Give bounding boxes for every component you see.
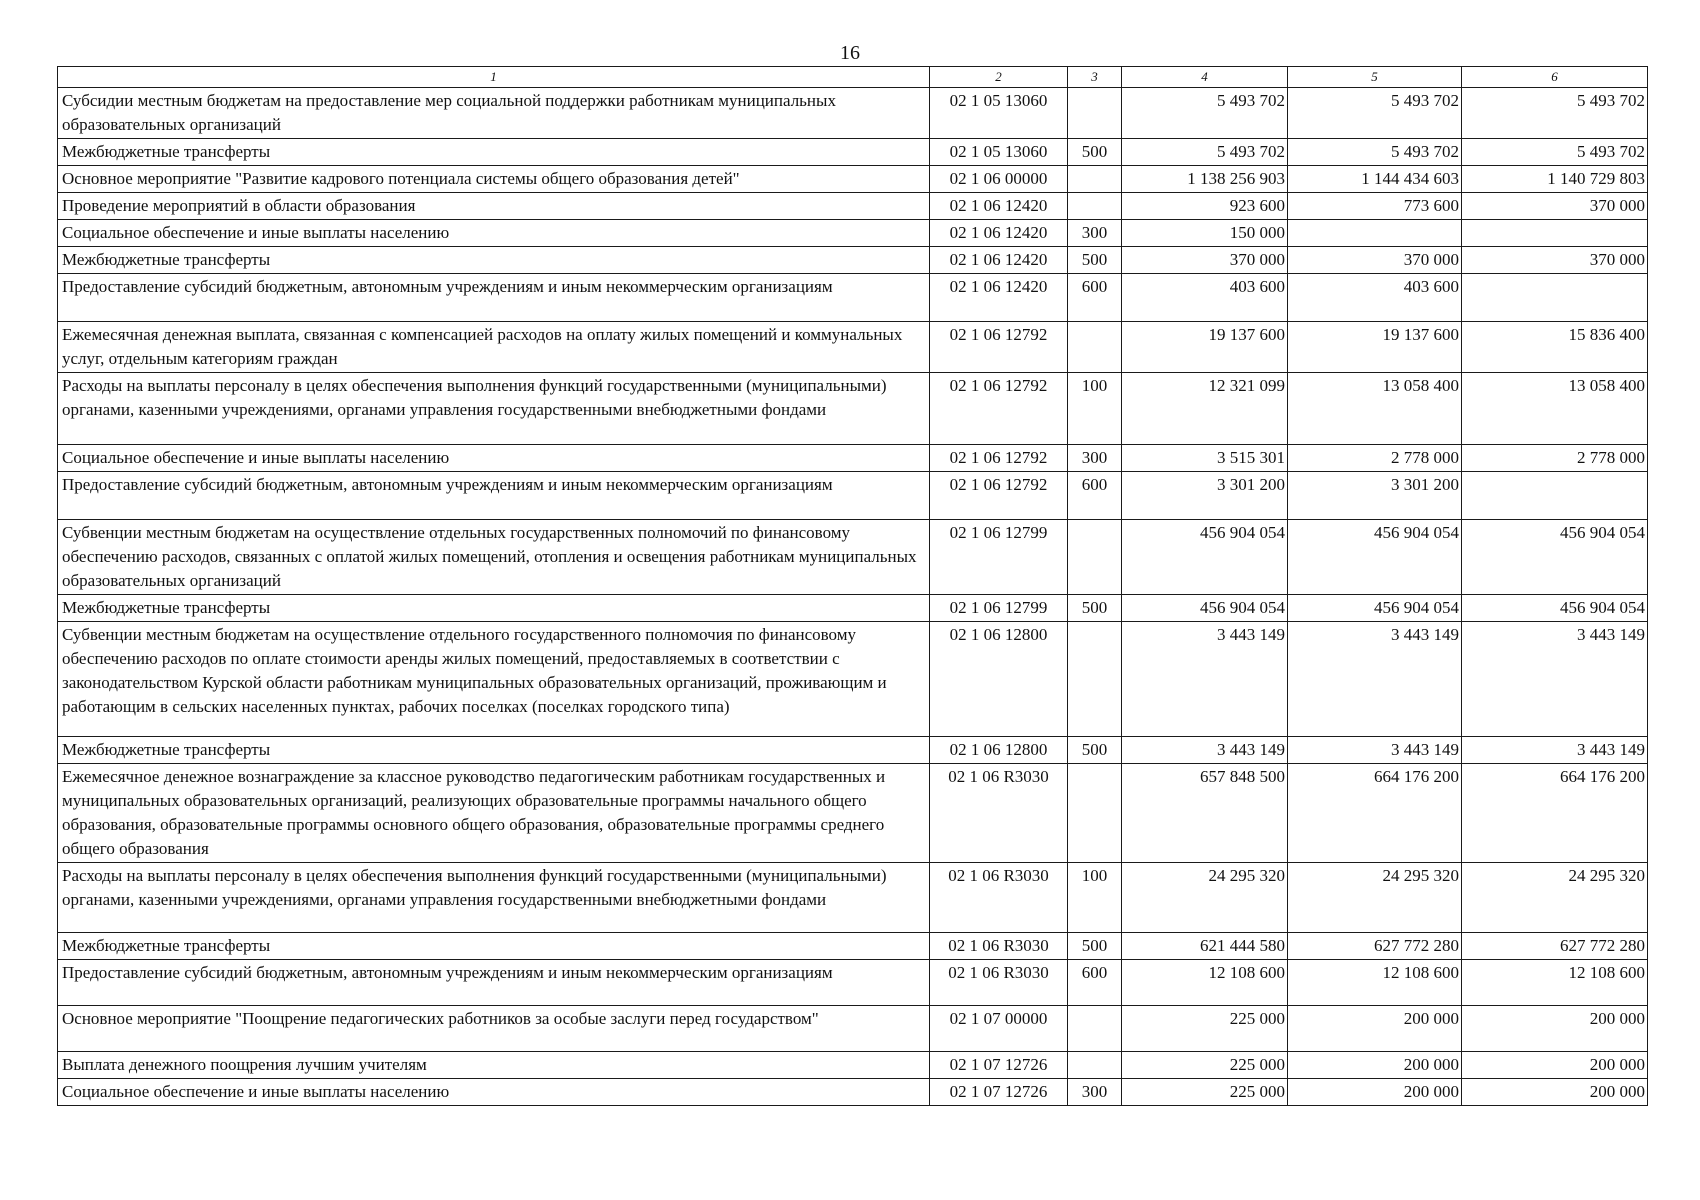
- row-value-col5-cell: 370 000: [1288, 247, 1462, 274]
- table-row: [58, 193, 1648, 220]
- row-expense-type-cell: 600: [1068, 960, 1122, 1006]
- row-expense-type-cell: [1068, 322, 1122, 373]
- row-code-cell: 02 1 06 12792: [930, 373, 1068, 445]
- column-header-4: 4: [1122, 67, 1288, 88]
- row-name-cell: Предоставление субсидий бюджетным, автономным учреждениям и иным некоммерческим организациям: [58, 960, 930, 1006]
- row-code-cell: 02 1 06 12420: [930, 220, 1068, 247]
- row-name-cell: Социальное обеспечение и иные выплаты населению: [58, 445, 930, 472]
- row-value-col5-cell: 13 058 400: [1288, 373, 1462, 445]
- row-value-col6-cell: 5 493 702: [1462, 88, 1648, 139]
- row-value-col4-cell: 19 137 600: [1122, 322, 1288, 373]
- row-value-col4-cell: 3 443 149: [1122, 737, 1288, 764]
- row-code-cell: 02 1 07 12726: [930, 1052, 1068, 1079]
- row-value-col6-cell: 200 000: [1462, 1006, 1648, 1052]
- row-name-cell: Расходы на выплаты персоналу в целях обеспечения выполнения функций государственными (муниципальными) органами, казенными учреждениями, органами управления государственными внебюджетными фондами: [58, 373, 930, 445]
- row-name-cell: Субвенции местным бюджетам на осуществление отдельного государственного полномочия по финансовому обеспечению расходов по оплате стоимости аренды жилых помещений, предоставляемых в соответствии с законодательством Курской области работникам муниципальных образовательных организаций, проживающим и работающим в сельских населенных пунктах, рабочих поселках (поселках городского типа): [58, 622, 930, 737]
- budget-table: [57, 66, 1648, 1106]
- row-code-cell: 02 1 05 13060: [930, 139, 1068, 166]
- row-value-col5-cell: 3 443 149: [1288, 737, 1462, 764]
- row-expense-type-cell: 100: [1068, 863, 1122, 933]
- row-code-cell: 02 1 06 12800: [930, 622, 1068, 737]
- row-value-col4-cell: 12 321 099: [1122, 373, 1288, 445]
- column-header-3: 3: [1068, 67, 1122, 88]
- row-value-col6-cell: 3 443 149: [1462, 622, 1648, 737]
- table-row: [58, 520, 1648, 595]
- row-value-col4-cell: 5 493 702: [1122, 139, 1288, 166]
- row-name-cell: Межбюджетные трансферты: [58, 595, 930, 622]
- row-value-col5-cell: 24 295 320: [1288, 863, 1462, 933]
- row-value-col4-cell: 403 600: [1122, 274, 1288, 322]
- row-name-cell: Предоставление субсидий бюджетным, автономным учреждениям и иным некоммерческим организациям: [58, 472, 930, 520]
- row-value-col4-cell: 12 108 600: [1122, 960, 1288, 1006]
- row-expense-type-cell: [1068, 88, 1122, 139]
- table-row: [58, 322, 1648, 373]
- table-row: [58, 1052, 1648, 1079]
- table-row: [58, 247, 1648, 274]
- row-code-cell: 02 1 06 12792: [930, 445, 1068, 472]
- row-value-col5-cell: [1288, 220, 1462, 247]
- table-row: [58, 1006, 1648, 1052]
- table-row: [58, 166, 1648, 193]
- row-value-col5-cell: 3 443 149: [1288, 622, 1462, 737]
- row-expense-type-cell: [1068, 1052, 1122, 1079]
- row-expense-type-cell: 500: [1068, 595, 1122, 622]
- table-row: [58, 373, 1648, 445]
- table-row: [58, 472, 1648, 520]
- row-name-cell: Основное мероприятие "Поощрение педагогических работников за особые заслуги перед государством": [58, 1006, 930, 1052]
- row-value-col5-cell: 1 144 434 603: [1288, 166, 1462, 193]
- row-name-cell: Проведение мероприятий в области образования: [58, 193, 930, 220]
- row-name-cell: Межбюджетные трансферты: [58, 737, 930, 764]
- row-value-col5-cell: 627 772 280: [1288, 933, 1462, 960]
- row-expense-type-cell: 500: [1068, 139, 1122, 166]
- table-row: [58, 445, 1648, 472]
- row-name-cell: Социальное обеспечение и иные выплаты населению: [58, 220, 930, 247]
- row-code-cell: 02 1 06 12799: [930, 520, 1068, 595]
- row-value-col4-cell: 923 600: [1122, 193, 1288, 220]
- row-value-col6-cell: 3 443 149: [1462, 737, 1648, 764]
- row-name-cell: Предоставление субсидий бюджетным, автономным учреждениям и иным некоммерческим организациям: [58, 274, 930, 322]
- row-expense-type-cell: 500: [1068, 247, 1122, 274]
- row-value-col6-cell: 12 108 600: [1462, 960, 1648, 1006]
- row-value-col4-cell: 657 848 500: [1122, 764, 1288, 863]
- row-value-col6-cell: 456 904 054: [1462, 595, 1648, 622]
- row-value-col6-cell: 370 000: [1462, 247, 1648, 274]
- row-value-col6-cell: 627 772 280: [1462, 933, 1648, 960]
- row-code-cell: 02 1 07 00000: [930, 1006, 1068, 1052]
- row-value-col5-cell: 19 137 600: [1288, 322, 1462, 373]
- row-name-cell: Расходы на выплаты персоналу в целях обеспечения выполнения функций государственными (муниципальными) органами, казенными учреждениями, органами управления государственными внебюджетными фондами: [58, 863, 930, 933]
- row-expense-type-cell: [1068, 764, 1122, 863]
- row-value-col4-cell: 24 295 320: [1122, 863, 1288, 933]
- row-code-cell: 02 1 06 00000: [930, 166, 1068, 193]
- row-value-col6-cell: 13 058 400: [1462, 373, 1648, 445]
- row-name-cell: Межбюджетные трансферты: [58, 933, 930, 960]
- table-body: [58, 88, 1648, 1106]
- row-value-col4-cell: 225 000: [1122, 1079, 1288, 1106]
- row-value-col4-cell: 456 904 054: [1122, 595, 1288, 622]
- row-expense-type-cell: [1068, 622, 1122, 737]
- column-header-6: 6: [1462, 67, 1648, 88]
- table-row: [58, 863, 1648, 933]
- row-name-cell: Основное мероприятие "Развитие кадрового потенциала системы общего образования детей": [58, 166, 930, 193]
- row-value-col5-cell: 200 000: [1288, 1006, 1462, 1052]
- row-code-cell: 02 1 06 R3030: [930, 863, 1068, 933]
- row-name-cell: Субсидии местным бюджетам на предоставление мер социальной поддержки работникам муниципальных образовательных организаций: [58, 88, 930, 139]
- row-name-cell: Социальное обеспечение и иные выплаты населению: [58, 1079, 930, 1106]
- row-expense-type-cell: 600: [1068, 472, 1122, 520]
- row-value-col4-cell: 1 138 256 903: [1122, 166, 1288, 193]
- table-row: [58, 622, 1648, 737]
- row-expense-type-cell: 300: [1068, 1079, 1122, 1106]
- table-row: [58, 139, 1648, 166]
- row-value-col6-cell: 200 000: [1462, 1052, 1648, 1079]
- row-value-col5-cell: 2 778 000: [1288, 445, 1462, 472]
- row-code-cell: 02 1 06 R3030: [930, 960, 1068, 1006]
- row-value-col6-cell: 664 176 200: [1462, 764, 1648, 863]
- row-code-cell: 02 1 06 R3030: [930, 933, 1068, 960]
- row-name-cell: Выплата денежного поощрения лучшим учителям: [58, 1052, 930, 1079]
- budget-table-container: [57, 66, 1647, 1106]
- row-value-col5-cell: 12 108 600: [1288, 960, 1462, 1006]
- table-row: [58, 88, 1648, 139]
- row-value-col4-cell: 621 444 580: [1122, 933, 1288, 960]
- row-name-cell: Ежемесячная денежная выплата, связанная с компенсацией расходов на оплату жилых помещений и коммунальных услуг, отдельным категориям граждан: [58, 322, 930, 373]
- row-value-col6-cell: 456 904 054: [1462, 520, 1648, 595]
- row-value-col6-cell: [1462, 472, 1648, 520]
- row-expense-type-cell: [1068, 193, 1122, 220]
- table-row: [58, 960, 1648, 1006]
- table-row: [58, 595, 1648, 622]
- row-code-cell: 02 1 06 12800: [930, 737, 1068, 764]
- row-expense-type-cell: 100: [1068, 373, 1122, 445]
- row-value-col5-cell: 200 000: [1288, 1052, 1462, 1079]
- row-expense-type-cell: 500: [1068, 933, 1122, 960]
- table-row: [58, 933, 1648, 960]
- row-value-col5-cell: 456 904 054: [1288, 520, 1462, 595]
- column-header-2: 2: [930, 67, 1068, 88]
- row-expense-type-cell: [1068, 1006, 1122, 1052]
- row-value-col4-cell: 3 443 149: [1122, 622, 1288, 737]
- row-code-cell: 02 1 05 13060: [930, 88, 1068, 139]
- row-value-col6-cell: 15 836 400: [1462, 322, 1648, 373]
- row-value-col6-cell: 24 295 320: [1462, 863, 1648, 933]
- row-value-col4-cell: 150 000: [1122, 220, 1288, 247]
- row-code-cell: 02 1 07 12726: [930, 1079, 1068, 1106]
- row-value-col5-cell: 773 600: [1288, 193, 1462, 220]
- row-value-col5-cell: 5 493 702: [1288, 139, 1462, 166]
- row-name-cell: Субвенции местным бюджетам на осуществление отдельных государственных полномочий по финансовому обеспечению расходов, связанных с оплатой жилых помещений, отопления и освещения работникам муниципальных образовательных организаций: [58, 520, 930, 595]
- table-row: [58, 1079, 1648, 1106]
- table-row: [58, 220, 1648, 247]
- row-value-col6-cell: [1462, 274, 1648, 322]
- row-code-cell: 02 1 06 12420: [930, 193, 1068, 220]
- row-value-col6-cell: 200 000: [1462, 1079, 1648, 1106]
- row-value-col6-cell: 1 140 729 803: [1462, 166, 1648, 193]
- row-value-col4-cell: 225 000: [1122, 1052, 1288, 1079]
- row-expense-type-cell: [1068, 520, 1122, 595]
- row-value-col4-cell: 3 301 200: [1122, 472, 1288, 520]
- row-expense-type-cell: [1068, 166, 1122, 193]
- row-name-cell: Межбюджетные трансферты: [58, 247, 930, 274]
- row-value-col5-cell: 456 904 054: [1288, 595, 1462, 622]
- row-value-col5-cell: 3 301 200: [1288, 472, 1462, 520]
- table-row: [58, 764, 1648, 863]
- row-value-col4-cell: 225 000: [1122, 1006, 1288, 1052]
- row-value-col4-cell: 370 000: [1122, 247, 1288, 274]
- row-code-cell: 02 1 06 R3030: [930, 764, 1068, 863]
- column-header-1: 1: [58, 67, 930, 88]
- row-value-col6-cell: [1462, 220, 1648, 247]
- row-value-col6-cell: 5 493 702: [1462, 139, 1648, 166]
- row-name-cell: Межбюджетные трансферты: [58, 139, 930, 166]
- row-value-col5-cell: 664 176 200: [1288, 764, 1462, 863]
- row-value-col4-cell: 5 493 702: [1122, 88, 1288, 139]
- row-code-cell: 02 1 06 12792: [930, 472, 1068, 520]
- row-value-col4-cell: 3 515 301: [1122, 445, 1288, 472]
- row-name-cell: Ежемесячное денежное вознаграждение за классное руководство педагогическим работникам государственных и муниципальных образовательных организаций, реализующих образовательные программы начального общего образования, образовательные программы основного общего образования, образовательные программы среднего общего образования: [58, 764, 930, 863]
- row-value-col6-cell: 2 778 000: [1462, 445, 1648, 472]
- column-number-row: [58, 67, 1648, 88]
- table-row: [58, 274, 1648, 322]
- row-code-cell: 02 1 06 12420: [930, 274, 1068, 322]
- row-expense-type-cell: 300: [1068, 220, 1122, 247]
- row-value-col6-cell: 370 000: [1462, 193, 1648, 220]
- row-code-cell: 02 1 06 12792: [930, 322, 1068, 373]
- row-code-cell: 02 1 06 12799: [930, 595, 1068, 622]
- column-header-5: 5: [1288, 67, 1462, 88]
- row-value-col5-cell: 403 600: [1288, 274, 1462, 322]
- row-value-col5-cell: 5 493 702: [1288, 88, 1462, 139]
- row-expense-type-cell: 500: [1068, 737, 1122, 764]
- row-expense-type-cell: 300: [1068, 445, 1122, 472]
- row-code-cell: 02 1 06 12420: [930, 247, 1068, 274]
- table-row: [58, 737, 1648, 764]
- page-number: 16: [840, 42, 860, 64]
- row-expense-type-cell: 600: [1068, 274, 1122, 322]
- row-value-col4-cell: 456 904 054: [1122, 520, 1288, 595]
- row-value-col5-cell: 200 000: [1288, 1079, 1462, 1106]
